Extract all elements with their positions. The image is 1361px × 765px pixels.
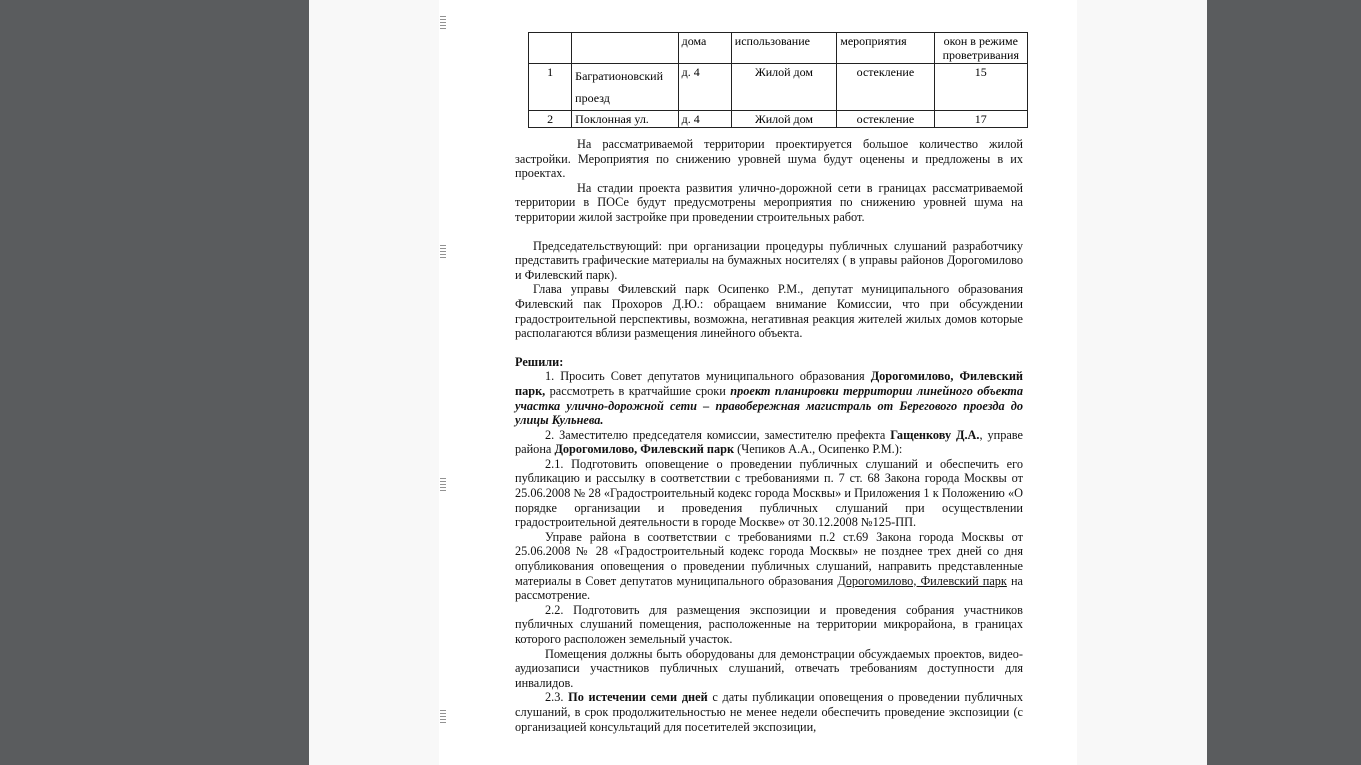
text-run: рассмотреть в кратчайшие сроки: [545, 383, 731, 398]
resolution-item: 2.1. Подготовить оповещение о проведении публичных слушаний и обеспечить его публикацию и рассылку в соответствии с требованиями п. 7 ст. 68 Закона города Москвы от 25.06.2008 № 28 «Градостроительный кодекс города Москвы» и Приложения 1 к Положению «О порядке организации и проведения публичных слушаний при осуществлении градостроительной деятельности в городе Москве» от 30.12.2008 №125-ПП.: [515, 456, 1023, 530]
table-row: [529, 111, 1028, 128]
table-cell: мероприятия: [837, 33, 934, 64]
scan-artifact: [440, 710, 446, 724]
table-cell: Жилой дом: [731, 64, 836, 111]
table-header-row: [529, 33, 1028, 64]
table-cell: 1: [529, 64, 572, 111]
text-run: с даты публикации оповещения о проведении публичных слушаний, в срок продолжительностью не менее недели обеспечить проведение экспозиции (с организацией консультаций для посетителей экспозиции,: [515, 690, 1023, 734]
text-run: 2. Заместителю председателя комиссии, заместителю префекта: [545, 427, 891, 442]
paragraph: Председательствующий: при организации процедуры публичных слушаний разработчику представить графические материалы на бумажных носителях ( в управы районов Дорогомилово и Филевский парк).: [515, 238, 1023, 282]
resolution-item: [515, 369, 1023, 427]
table-cell: Багратионовский проезд: [572, 64, 678, 111]
resolution-item: [515, 428, 1023, 457]
noise-measures-table: [528, 32, 1028, 128]
document-body: [515, 137, 1023, 734]
text-run: 2.3.: [545, 690, 569, 705]
table-cell: д. 4: [678, 64, 731, 111]
text-run: 1. Просить Совет депутатов муниципального образования: [545, 369, 871, 384]
text-run: на рассмотрение.: [515, 573, 1024, 603]
paragraph: На стадии проекта развития улично-дорожной сети в границах рассматриваемой территории в ПОСе будут предусмотрены мероприятия по снижению уровней шума на территории жилой застройке при проведении строительных работ.: [515, 180, 1023, 224]
text-run: Дорогомилово, Филевский парк,: [515, 369, 1023, 398]
page-margin-right: [1077, 0, 1207, 765]
text-run: (Чепиков А.А., Осипенко Р.М.):: [734, 442, 903, 457]
table-cell: 2: [529, 111, 572, 128]
resolution-item: Помещения должны быть оборудованы для демонстрации обсуждаемых проектов, видео- аудиозаписи участников публичных слушаний, отвечать требованиям доступности для инвалидов.: [515, 646, 1023, 690]
resolution-item: [515, 530, 1023, 603]
table-row: [529, 64, 1028, 111]
paragraph: Глава управы Филевский парк Осипенко Р.М., депутат муниципального образования Филевский пак Прохоров Д.Ю.: обращаем внимание Комиссии, что при обсуждении градостроительной перспективы, возможна, негативная реакция жителей жилых домов которые располагаются вблизи размещения линейного объекта.: [515, 282, 1023, 341]
section-heading: Решили:: [515, 354, 564, 369]
resolution-item: 2.2. Подготовить для размещения экспозиции и проведения собрания участников публичных слушаний помещения, расположенные на территории микрорайона, в границах которого расположен земельный участок.: [515, 602, 1023, 646]
table-cell: Жилой дом: [731, 111, 836, 128]
text-run: По истечении семи дней: [568, 690, 708, 705]
table-cell: использование: [731, 33, 836, 64]
text-run: Дорогомилово, Филевский парк: [554, 442, 735, 457]
table-cell: 15: [934, 64, 1027, 111]
text-run: проект планировки территории линейного объекта участка улично-дорожной сети – правобережная магистраль от Берегового проезда до улицы Кульнева.: [515, 383, 1023, 428]
text-run: Управе района в соответствии с требованиями п.2 ст.69 Закона города Москвы от 25.06.2008 № 28 «Градостроительный кодекс города Москвы» не позднее трех дней со дня опубликования оповещения о проведении публичных слушаний, направить представленные материалы в Совет депутатов муниципального образования: [515, 529, 1023, 588]
table-cell: окон в режиме проветривания: [934, 33, 1027, 64]
paragraph: На рассматриваемой территории проектируется большое количество жилой застройки. Мероприятия по снижению уровней шума будут оценены и предложены в их проектах.: [515, 137, 1023, 181]
scan-artifact: [440, 245, 446, 259]
table-cell: Поклонная ул.: [572, 111, 678, 128]
text-run: , управе района: [515, 427, 1023, 457]
table-cell: [572, 33, 678, 64]
text-run: Дорогомилово, Филевский парк: [837, 573, 1007, 588]
table-cell: [529, 33, 572, 64]
table-cell: 17: [934, 111, 1027, 128]
resolution-item: [515, 690, 1023, 734]
document-page: [309, 0, 1207, 765]
table-cell: остекление: [837, 64, 934, 111]
table-cell: дома: [678, 33, 731, 64]
scan-artifact: [440, 16, 446, 30]
table-cell: остекление: [837, 111, 934, 128]
text-run: Гащенкову Д.А.: [890, 427, 980, 442]
page-margin-left: [309, 0, 439, 765]
scan-artifact: [440, 478, 446, 492]
table-cell: д. 4: [678, 111, 731, 128]
